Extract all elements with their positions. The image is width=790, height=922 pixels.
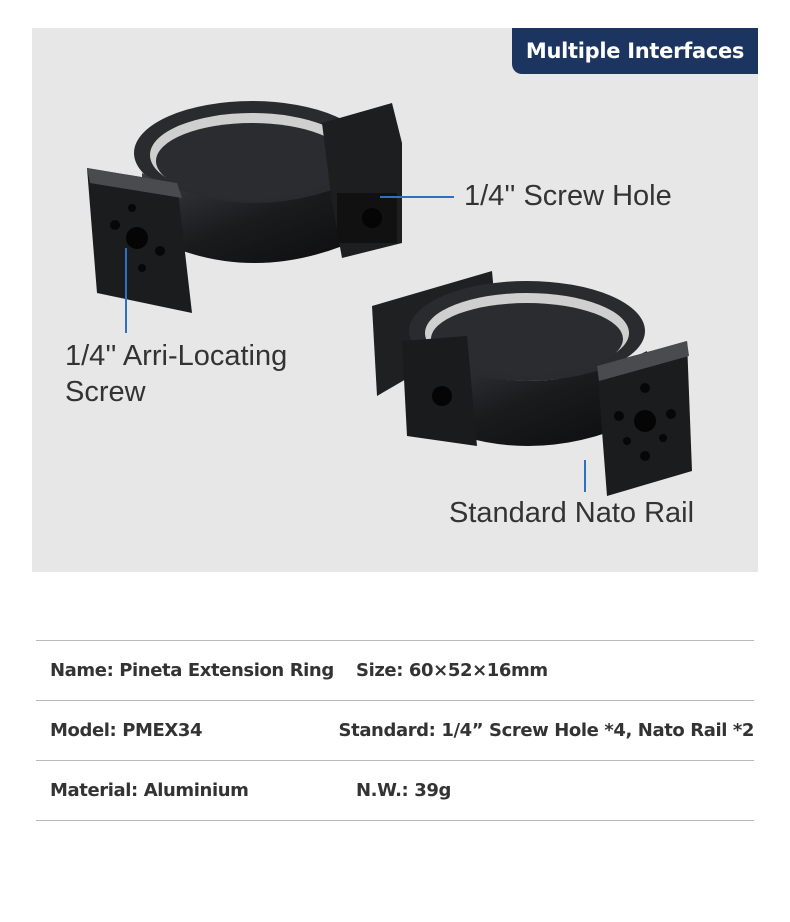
spec-size: Size: 60×52×16mm (356, 660, 548, 681)
arri-callout-label-line2: Screw (65, 376, 146, 408)
screw-hole-callout-line (380, 196, 454, 198)
spec-weight: N.W.: 39g (356, 780, 451, 801)
spec-table (36, 640, 754, 821)
arri-callout-line (125, 248, 127, 333)
arri-callout-label-line1: 1/4'' Arri-Locating (65, 340, 288, 372)
nato-rail-callout-line (584, 460, 586, 492)
extension-ring-bottom-image (367, 266, 697, 506)
spec-name: Name: Pineta Extension Ring (50, 660, 334, 681)
spec-standard: Standard: 1/4” Screw Hole *4, Nato Rail *2 (338, 720, 754, 741)
spec-row (36, 760, 754, 821)
nato-rail-callout-label: Standard Nato Rail (449, 497, 695, 529)
spec-row (36, 640, 754, 700)
extension-ring-top-image (82, 83, 412, 323)
multiple-interfaces-badge: Multiple Interfaces (512, 28, 758, 74)
product-image-panel (32, 28, 758, 572)
spec-model: Model: PMEX34 (50, 720, 203, 741)
spec-material: Material: Aluminium (50, 780, 249, 801)
screw-hole-callout-label: 1/4'' Screw Hole (464, 180, 672, 212)
spec-row (36, 700, 754, 760)
